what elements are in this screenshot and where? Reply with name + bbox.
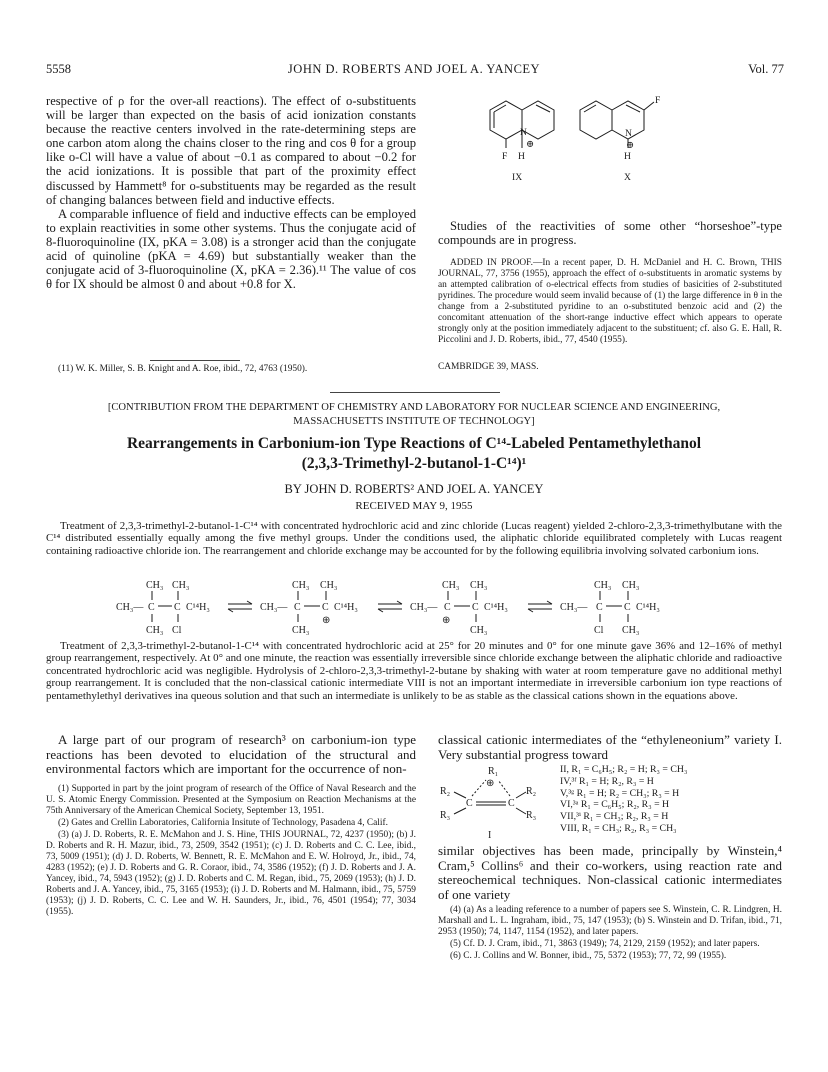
svg-text:CH₃—: CH₃— xyxy=(560,602,588,613)
article-separator xyxy=(330,392,500,393)
footnote-3: (3) (a) J. D. Roberts, R. E. McMahon and J. S. Hine, THIS JOURNAL, 72, 4237 (1950); (b) J. D. Roberts and R. H. Mazur, ibid., 73, 2509, 3542 (1951); (c) J. D. Roberts and C. C. Lee, ibid., 73, 5009 (1951); (d) J. D. Roberts, W. Bennett, R. E. McMahon and E. W. Holroyd, Jr., ibid., 74, 4283 (1952); (e) J. D. Roberts and G. R. Coraor, ibid., 74, 3586 (1952); (f) J. D. Roberts and J. A. Yancey, ibid., 74, 5943 (1952); (g) J. D. Roberts and C. M. Regan, ibid., 75, 2069 (1953); (h) J. D. Roberts and J. A. Yancey, ibid., 75, 3165 (1953); (i) J. D. Roberts and M. Halmann, ibid., 75, 5759 (1953); (j) J. D. Roberts, C. C. Lee and W. H. Saunders, Jr., ibid., 76, 4501 (1954); 77, 3034 (1955). xyxy=(46,830,416,917)
svg-text:C: C xyxy=(148,602,155,613)
svg-text:⊕: ⊕ xyxy=(322,615,331,626)
svg-text:Cl: Cl xyxy=(172,625,182,636)
svg-text:C¹⁴H₃: C¹⁴H₃ xyxy=(186,602,210,613)
equilibrium-arrow-1 xyxy=(228,601,252,612)
label-X: X xyxy=(624,172,631,183)
equilibrium-arrow-3 xyxy=(528,601,552,612)
footnote-11: (11) W. K. Miller, S. B. Knight and A. Roe, ibid., 72, 4763 (1950). xyxy=(58,364,308,374)
structure-IX xyxy=(490,101,554,148)
abstract-part-2 xyxy=(46,640,782,702)
n-atom-IX: N xyxy=(520,127,527,138)
equilibria-scheme xyxy=(46,578,782,638)
svg-text:CH₃: CH₃ xyxy=(622,580,640,591)
label-IX: IX xyxy=(512,172,523,183)
svg-text:CH₃: CH₃ xyxy=(292,580,310,591)
paragraph-proximity-effect: respective of ρ for the over-all reactions). The effect of o-substituents will be larger than expected on the basis of acid ionization constants because the reactive centers involved in the rate-determining steps are one carbon atom along the chains closer to the ring and cos θ for a group like o-Cl will have a value of about −0.1 as compared to about −0.2 for the acid ionizations. It is possible that part of the proximity effect discussed by Hammett⁸ for o-substituents may be regarded as the result of changing balances between field and inductive effects. xyxy=(46,94,416,207)
fluorine-X: F xyxy=(655,95,661,106)
quinolinium-structures xyxy=(470,90,670,200)
abstract-text-1: Treatment of 2,3,3-trimethyl-2-butanol-1-C¹⁴ with concentrated hydrochloric acid and zinc chloride (Lucas reagent) yielded 2-chloro-2,3,3-trimethylbutane with the C¹⁴ distributed essentially equally among the five methyl groups. Under the conditions used, the aliphatic chloride equilibrated completely with Lucas reagent containing radioactive chloride ion. The rearrangement and chloride exchange may be accounted for by the following equilibria involving solvated carbonium ions. xyxy=(46,520,782,557)
compound-VIII: VIII, R₁ = CH₃; R₂, R₃ = CH₃ xyxy=(560,822,677,834)
svg-text:CH₃: CH₃ xyxy=(442,580,460,591)
equilibrium-arrow-2 xyxy=(378,601,402,612)
abstract-part-1 xyxy=(46,520,782,557)
footnote-2: (2) Gates and Crellin Laboratories, California Insitute of Technology, Pasadena 4, Calif. xyxy=(58,818,388,828)
svg-text:R₁: R₁ xyxy=(488,766,499,777)
svg-text:CH₃: CH₃ xyxy=(470,625,488,636)
footnote-4: (4) (a) As a leading reference to a number of papers see S. Winstein, C. R. Lindgren, H. Marshall and L. L. Ingraham, ibid., 75, 147 (1953); (b) S. Winstein and D. Trifan, ibid., 71, 2953 (1950); 74, 1147, 1154 (1952), and later papers. xyxy=(438,905,782,937)
svg-text:CH₃—: CH₃— xyxy=(410,602,438,613)
contribution-line-2: MASSACHUSETTS INSTITUTE OF TECHNOLOGY] xyxy=(293,416,535,427)
footnote-1: (1) Supported in part by the joint program of research of the Office of Naval Research and the U. S. Atomic Energy Commission. Presented at the Symposium on Reaction Mechanisms at the 75th Anniversary of the American Chemical Society, September 13, 1951. xyxy=(46,784,416,816)
structure-X xyxy=(580,101,654,148)
body-right-footnotes xyxy=(438,905,782,963)
svg-text:C: C xyxy=(508,798,515,809)
body-left-paragraph: A large part of our program of research³ on carbonium-ion type reactions has been devoted to elucidation of the structural and environmental factors which are important for the occurrence of non- xyxy=(46,732,416,777)
svg-text:I: I xyxy=(488,830,492,840)
svg-text:CH₃—: CH₃— xyxy=(116,602,144,613)
paragraph-fluoroquinoline: A comparable influence of field and inductive effects can be employed to explain reactivities in some other systems. Thus the conjugate acid of 8-fluoroquinoline (IX, pKA = 3.08) is a stronger acid than the conjugate acid of quinoline (pKA = 4.69) but substantially weaker than the conjugate acid of 3-fluoroquinoline (X, pKA = 2.36).¹¹ The value of cos θ for IX should be almost 0 and about +0.8 for X. xyxy=(46,206,416,292)
svg-text:C: C xyxy=(322,602,329,613)
species-3 xyxy=(410,580,508,636)
article-title-line-2: (2,3,3-Trimethyl-2-butanol-1-C¹⁴)¹ xyxy=(301,455,527,472)
svg-text:C¹⁴H₃: C¹⁴H₃ xyxy=(636,602,660,613)
compound-VI: VI,³ᵃ R₁ = C₆H₅; R₂, R₃ = H xyxy=(560,799,670,811)
received-date: RECEIVED MAY 9, 1955 xyxy=(355,500,473,512)
species-4 xyxy=(560,580,660,636)
compound-V: V,³ᵍ R₁ = H; R₂ = CH₃; R₃ = H xyxy=(560,787,680,799)
address-cambridge: CAMBRIDGE 39, MASS. xyxy=(438,362,539,372)
compound-IV: IV,³ᶠ R₁ = H; R₂, R₃ = H xyxy=(560,775,654,787)
footnote-6: (6) C. J. Collins and W. Bonner, ibid., 75, 5372 (1953); 77, 72, 99 (1955). xyxy=(450,951,727,961)
compound-II: II, R₁ = C₆H₅; R₂ = H; R₃ = CH₃ xyxy=(560,764,688,775)
svg-text:C: C xyxy=(174,602,181,613)
svg-text:Cl: Cl xyxy=(594,625,604,636)
top-left-column xyxy=(46,94,416,291)
fluorine-IX: F xyxy=(502,151,508,162)
compound-VII: VII,³ⁱ R₁ = CH₃; R₂, R₃ = H xyxy=(560,811,669,823)
svg-text:C: C xyxy=(472,602,479,613)
svg-text:C: C xyxy=(624,602,631,613)
compound-list xyxy=(560,764,782,835)
added-in-proof: ADDED IN PROOF.—In a recent paper, D. H. McDaniel and H. C. Brown, THIS JOURNAL, 77, 3756 (1955), approach the effect of o-substituents in aromatic systems by an attempted calibration of o-electrical effects from studies of basicities of 2-substituted pyridines. The procedure would seem invalid because of (1) the large difference in θ in the change from a 2-substituted pyridine to an o-substituted benzoic acid and (2) the concomitant attenuation of the short-range inductive effect which appears to operate strongly only at the position immediately adjacent to the substituent; cf. also G. E. Hall, R. Piccolini and J. D. Roberts, ibid., 77, 4540 (1955). xyxy=(438,258,782,345)
n-atom-X: N xyxy=(625,128,632,139)
svg-text:R₂: R₂ xyxy=(526,786,537,797)
svg-text:CH₃: CH₃ xyxy=(622,625,640,636)
svg-text:CH₃: CH₃ xyxy=(146,580,164,591)
svg-text:CH₃: CH₃ xyxy=(146,625,164,636)
article-title-line-1: Rearrangements in Carbonium-ion Type Reactions of C¹⁴-Labeled Pentamethylethanol xyxy=(126,435,701,452)
page-number: 5558 xyxy=(46,62,71,76)
svg-text:R₃: R₃ xyxy=(526,810,537,821)
svg-text:CH₃: CH₃ xyxy=(594,580,612,591)
svg-text:⊕: ⊕ xyxy=(486,778,495,789)
body-left-footnotes xyxy=(46,784,416,919)
body-right-intro: classical cationic intermediates of the “ethyleneonium” variety I. Very substantial progress toward xyxy=(438,732,782,762)
volume-number: Vol. 77 xyxy=(748,62,784,76)
footnote-5: (5) Cf. D. J. Cram, ibid., 71, 3863 (1949); 74, 2129, 2159 (1952); and later papers. xyxy=(450,939,760,949)
charge-X: ⊕ xyxy=(626,140,635,151)
charge-IX: ⊕ xyxy=(526,139,535,150)
species-2 xyxy=(260,580,358,636)
svg-text:C: C xyxy=(444,602,451,613)
hydrogen-IX: H xyxy=(518,151,525,162)
svg-text:CH₃: CH₃ xyxy=(320,580,338,591)
footnote-rule xyxy=(150,360,240,361)
svg-text:⊕: ⊕ xyxy=(442,615,451,626)
svg-text:C: C xyxy=(596,602,603,613)
ethyleneonium-cation-I xyxy=(440,764,550,840)
abstract-text-2: Treatment of 2,3,3-trimethyl-2-butanol-1-C¹⁴ with concentrated hydrochloric acid at 25° for 20 minutes and 0° for one minute gave 36% and 12–16% of methyl group rearrangement, respectively. At 0° and one minute, the reaction was essentially irreversible since chloride exchange between the aliphatic chloride and radioactive concentrated hydrochloric acid was negligible. Hydrolysis of 2-chloro-2,3,3-trimethyl-2-butane by shaking with water at room temperature gave no additional methyl group rearrangement. It is concluded that the non-classical cationic intermediate VIII is not an important intermediate in irreversible carbonium ion type reactions of pentamethylethyl derivatives ina queous solution and that such an intermediate is unlikely to be as stable as the classical cations shown in the equations above. xyxy=(46,640,782,702)
svg-text:R₃: R₃ xyxy=(440,810,451,821)
svg-text:CH₃: CH₃ xyxy=(172,580,190,591)
svg-text:CH₃: CH₃ xyxy=(470,580,488,591)
hydrogen-X: H xyxy=(624,151,631,162)
horseshoe-studies-paragraph: Studies of the reactivities of some other “horseshoe”-type compounds are in progress. xyxy=(438,219,782,248)
running-title: JOHN D. ROBERTS AND JOEL A. YANCEY xyxy=(287,62,541,76)
svg-text:C¹⁴H₃: C¹⁴H₃ xyxy=(484,602,508,613)
svg-text:CH₃: CH₃ xyxy=(292,625,310,636)
contribution-line-1: [CONTRIBUTION FROM THE DEPARTMENT OF CHEMISTRY AND LABORATORY FOR NUCLEAR SCIENCE AND ENGINEERING, xyxy=(107,402,721,413)
species-1 xyxy=(116,580,210,636)
svg-text:R₂: R₂ xyxy=(440,786,451,797)
svg-text:C: C xyxy=(294,602,301,613)
article-authors: BY JOHN D. ROBERTS² AND JOEL A. YANCEY xyxy=(284,482,544,496)
svg-text:C: C xyxy=(466,798,473,809)
body-right-paragraph: similar objectives has been made, principally by Winstein,⁴ Cram,⁵ Collins⁶ and their co-workers, using reaction rate and stereochemical techniques. Non-classical cationic intermediates of one variety xyxy=(438,843,782,902)
svg-text:CH₃—: CH₃— xyxy=(260,602,288,613)
svg-text:C¹⁴H₃: C¹⁴H₃ xyxy=(334,602,358,613)
